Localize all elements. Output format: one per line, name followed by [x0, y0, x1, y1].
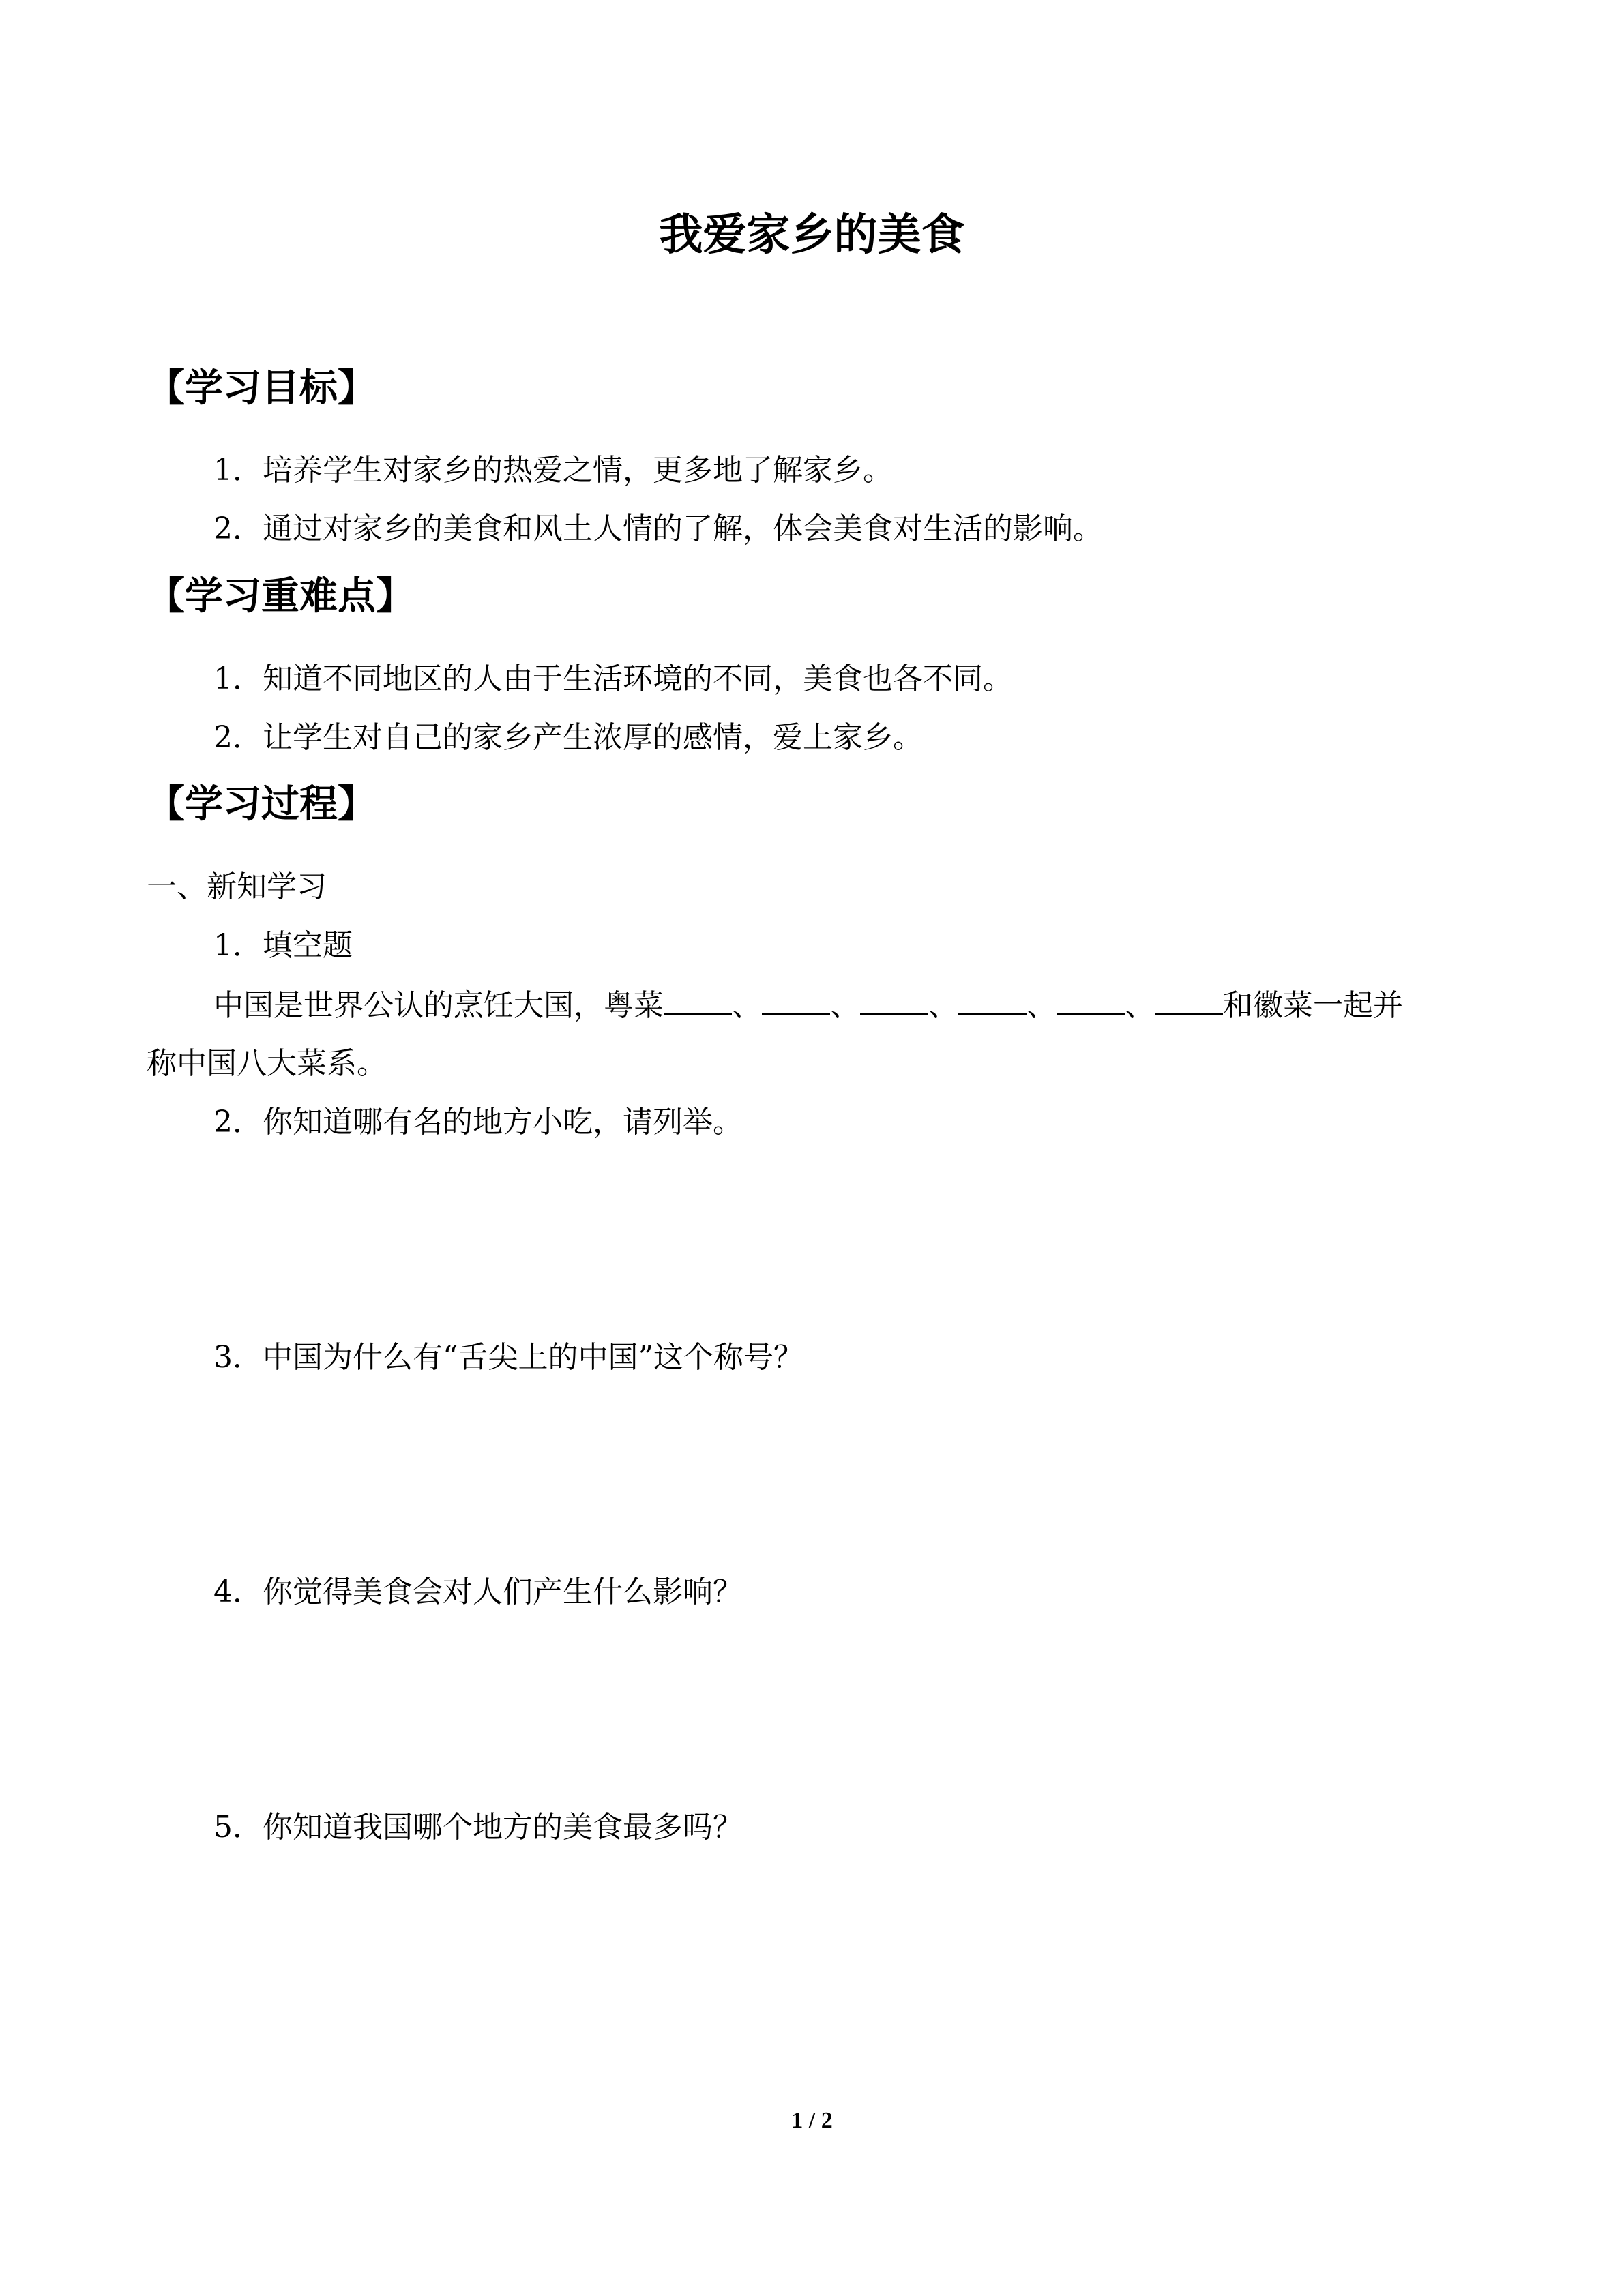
question-5: 5．你知道我国哪个地方的美食最多吗？	[213, 1810, 743, 1845]
question-1-text-line2: 称中国八大菜系。	[147, 1046, 387, 1081]
fill-blank-1[interactable]	[664, 986, 732, 1015]
question-1-fill-blank	[213, 986, 1403, 1025]
fill-blank-2[interactable]	[762, 986, 830, 1015]
key-point-item-2: 2．让学生对自己的家乡产生浓厚的感情，爱上家乡。	[213, 720, 923, 755]
question-1-label: 1．填空题	[213, 928, 353, 963]
answer-area-question-2[interactable]	[147, 1159, 1477, 1330]
question-4: 4．你觉得美食会对人们产生什么影响？	[213, 1575, 743, 1609]
separator: 、	[1027, 988, 1057, 1023]
fill-blank-6[interactable]	[1155, 986, 1223, 1015]
separator: 、	[1125, 988, 1155, 1023]
separator: 、	[830, 988, 860, 1023]
separator: 、	[928, 988, 958, 1023]
fill-blank-4[interactable]	[958, 986, 1027, 1015]
fill-blank-3[interactable]	[860, 986, 928, 1015]
answer-area-question-4[interactable]	[147, 1630, 1477, 1800]
answer-area-question-5[interactable]	[147, 1865, 1477, 2070]
section-heading-process: 【学习过程】	[147, 782, 376, 826]
question-2: 2．你知道哪有名的地方小吃，请列举。	[213, 1105, 743, 1139]
part-heading-new-knowledge: 一、新知学习	[147, 869, 327, 904]
key-point-item-1: 1．知道不同地区的人由于生活环境的不同，美食也各不同。	[213, 661, 1013, 696]
answer-area-question-3[interactable]	[147, 1395, 1477, 1565]
separator: 、	[732, 988, 762, 1023]
question-1-text-end: 和徽菜一起并	[1223, 988, 1403, 1023]
section-heading-objectives: 【学习目标】	[147, 366, 376, 411]
document-title: 我爱家乡的美食	[659, 210, 965, 260]
section-heading-key-points: 【学习重难点】	[147, 574, 414, 618]
objective-item-1: 1．培养学生对家乡的热爱之情，更多地了解家乡。	[213, 453, 893, 488]
question-1-text-start: 中国是世界公认的烹饪大国，粤菜	[213, 988, 664, 1023]
objective-item-2: 2．通过对家乡的美食和风土人情的了解，体会美食对生活的影响。	[213, 511, 1103, 546]
question-3: 3．中国为什么有“舌尖上的中国”这个称号？	[213, 1340, 803, 1375]
page-number: 1 / 2	[791, 2108, 833, 2133]
fill-blank-5[interactable]	[1057, 986, 1125, 1015]
